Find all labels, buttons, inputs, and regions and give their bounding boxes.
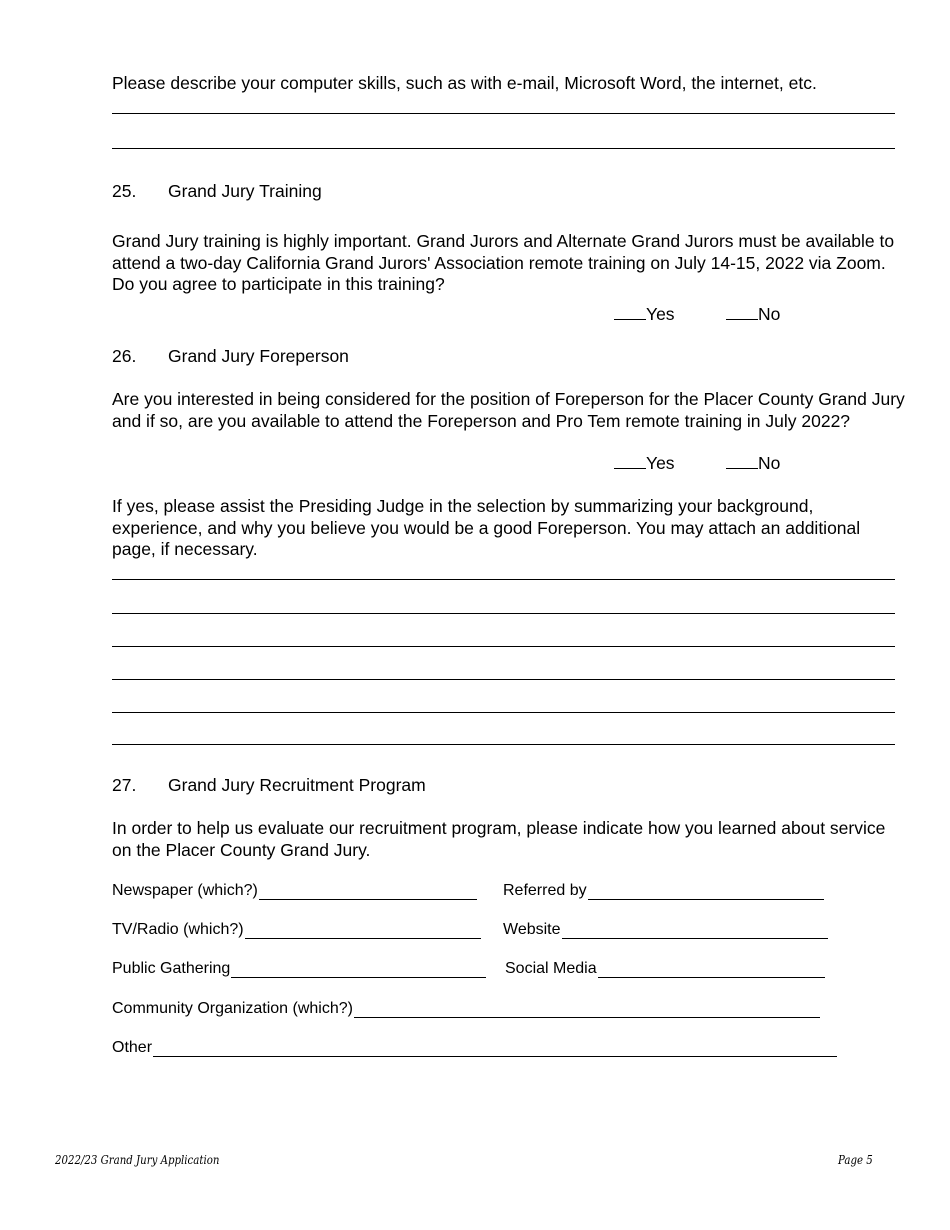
yes-blank[interactable] — [614, 454, 646, 469]
section-27-body: In order to help us evaluate our recruitment program, please indicate how you learned about service on the Placer County Grand Jury. — [112, 818, 886, 860]
community-org-field[interactable] — [112, 1000, 820, 1018]
referred-blank[interactable] — [588, 885, 824, 900]
section-27-title: Grand Jury Recruitment Program — [168, 775, 426, 795]
footer-page-number: Page 5 — [838, 1153, 873, 1167]
answer-line[interactable] — [112, 113, 895, 114]
footer-title: 2022/23 Grand Jury Application — [55, 1153, 220, 1167]
foreperson-no-option[interactable] — [726, 453, 780, 474]
public-gathering-field[interactable] — [112, 960, 486, 978]
public-gathering-label: Public Gathering — [112, 960, 231, 977]
other-field[interactable] — [112, 1039, 837, 1057]
newspaper-field[interactable] — [112, 882, 477, 900]
other-label: Other — [112, 1039, 153, 1056]
newspaper-label: Newspaper (which?) — [112, 882, 258, 899]
answer-line[interactable] — [112, 148, 895, 149]
section-27-number: 27. — [112, 775, 137, 795]
other-blank[interactable] — [153, 1042, 837, 1057]
referred-field[interactable] — [503, 882, 824, 900]
answer-line[interactable] — [112, 744, 895, 745]
yes-label: Yes — [646, 453, 675, 473]
answer-line[interactable] — [112, 613, 895, 614]
answer-line[interactable] — [112, 579, 895, 580]
referred-label: Referred by — [503, 882, 587, 899]
no-label: No — [758, 304, 781, 324]
website-blank[interactable] — [562, 924, 828, 939]
foreperson-yes-option[interactable] — [614, 453, 675, 474]
section-26-number: 26. — [112, 346, 137, 366]
yes-label: Yes — [646, 304, 675, 324]
website-label: Website — [503, 921, 561, 938]
tvradio-label: TV/Radio (which?) — [112, 921, 244, 938]
section-25-title: Grand Jury Training — [168, 181, 322, 201]
tvradio-field[interactable] — [112, 921, 481, 939]
community-org-label: Community Organization (which?) — [112, 1000, 353, 1017]
training-no-option[interactable] — [726, 304, 780, 325]
answer-line[interactable] — [112, 712, 895, 713]
tvradio-blank[interactable] — [245, 924, 481, 939]
website-field[interactable] — [503, 921, 828, 939]
no-label: No — [758, 453, 781, 473]
section-25-number: 25. — [112, 181, 137, 201]
no-blank[interactable] — [726, 454, 758, 469]
answer-line[interactable] — [112, 679, 895, 680]
public-gathering-blank[interactable] — [231, 963, 486, 978]
section-26-body: Are you interested in being considered for the position of Foreperson for the Placer County Grand Jury and if so, are you available to attend the Foreperson and Pro Tem remote training in July 2022? — [112, 389, 905, 431]
yes-blank[interactable] — [614, 305, 646, 320]
section-26-followup: If yes, please assist the Presiding Judge in the selection by summarizing your background, experience, and why you believe you would be a good Foreperson. You may attach an additional page, if necessary. — [112, 496, 861, 559]
social-media-field[interactable] — [505, 960, 825, 978]
newspaper-blank[interactable] — [259, 885, 477, 900]
community-org-blank[interactable] — [354, 1003, 820, 1018]
social-media-blank[interactable] — [598, 963, 825, 978]
training-yes-option[interactable] — [614, 304, 675, 325]
social-media-label: Social Media — [505, 960, 597, 977]
answer-line[interactable] — [112, 646, 895, 647]
computer-skills-prompt: Please describe your computer skills, such as with e-mail, Microsoft Word, the internet, etc. — [112, 73, 817, 93]
section-25-body: Grand Jury training is highly important. Grand Jurors and Alternate Grand Jurors must be available to attend a two-day California Grand Jurors' Association remote training on July 14-15, 2022 via Zoom. Do you agree to participate in this training? — [112, 231, 895, 294]
no-blank[interactable] — [726, 305, 758, 320]
section-26-title: Grand Jury Foreperson — [168, 346, 349, 366]
